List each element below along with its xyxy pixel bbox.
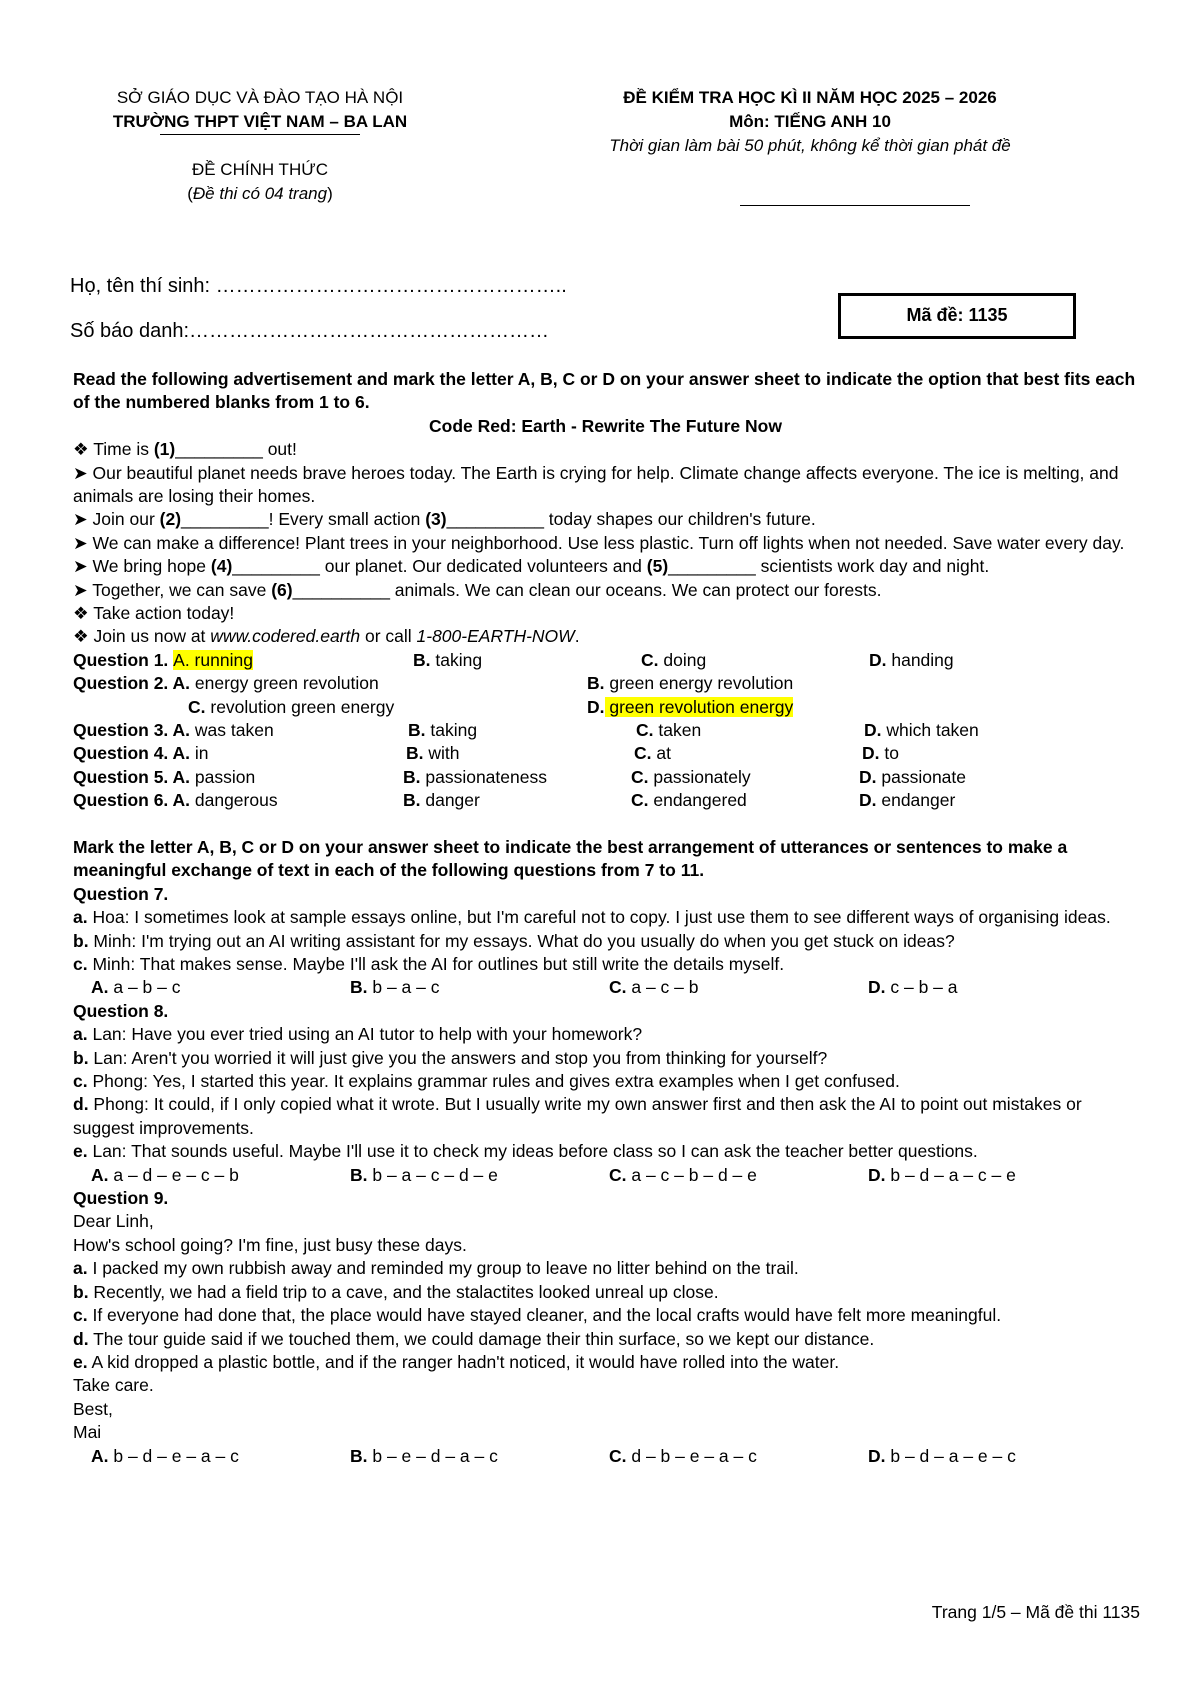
- header-right-rule: [740, 205, 970, 206]
- q8-line-c: [73, 1070, 1138, 1093]
- q2-option-b[interactable]: [587, 672, 1087, 695]
- q1-option-d[interactable]: [869, 649, 1129, 672]
- line-text: If everyone had done that, the place would have stayed cleaner, and the local crafts would have felt more meaningful.: [87, 1305, 1002, 1326]
- option-letter: B.: [403, 766, 421, 787]
- question-2-row-1: [73, 672, 1138, 695]
- q3-option-b[interactable]: [408, 719, 636, 742]
- candidate-name-field: Họ, tên thí sinh: ……………………………………………..: [70, 275, 567, 297]
- q3-option-d[interactable]: [864, 719, 1124, 742]
- option-letter: A.: [91, 1164, 109, 1185]
- line-text: I packed my own rubbish away and reminded my group to leave no litter behind on the trail.: [87, 1258, 799, 1279]
- line-letter: a.: [73, 1258, 88, 1279]
- page-footer: Trang 1/5 – Mã đề thi 1135: [931, 1602, 1140, 1622]
- exam-body: [73, 368, 1138, 1468]
- phone-number: 1-800-EARTH-NOW: [416, 626, 575, 647]
- ad-line-1: [73, 438, 1138, 461]
- q7-line-a: [73, 906, 1138, 929]
- q9-signature: Mai: [73, 1422, 102, 1443]
- line-text: The tour guide said if we touched them, we could damage their thin surface, so we kept our distance.: [88, 1328, 875, 1349]
- q7-option-b[interactable]: [350, 976, 609, 999]
- q1-option-b[interactable]: [413, 649, 641, 672]
- option-letter: D.: [859, 790, 877, 811]
- website-url: www.codered.earth: [210, 626, 361, 647]
- question-6: [73, 789, 1138, 812]
- option-text: taking: [430, 649, 483, 670]
- ad-line-7: ❖ Take action today!: [73, 603, 235, 624]
- ad-text: ➤ We bring hope: [73, 556, 211, 577]
- q2-option-a[interactable]: [73, 672, 587, 695]
- option-letter: C.: [631, 790, 649, 811]
- line-text: Lan: Have you ever tried using an AI tutor to help with your homework?: [87, 1024, 643, 1045]
- q6-option-d[interactable]: [859, 789, 1119, 812]
- ad-line-5: [73, 555, 1138, 578]
- exam-title: ĐỀ KIỂM TRA HỌC KÌ II NĂM HỌC 2025 – 2026: [623, 88, 997, 107]
- advertisement-title: Code Red: Earth - Rewrite The Future Now: [429, 415, 782, 436]
- option-letter: C.: [188, 696, 206, 717]
- q9-line-b: [73, 1281, 1138, 1304]
- question-1: [73, 649, 1138, 672]
- option-letter: D.: [587, 696, 605, 717]
- q9-option-c[interactable]: [609, 1445, 868, 1468]
- line-letter: b.: [73, 1047, 89, 1068]
- header-left-rule: [160, 134, 360, 135]
- ad-text: __________ animals. We can clean our oceans. We can protect our forests.: [292, 579, 882, 600]
- official-label: ĐỀ CHÍNH THỨC: [191, 160, 329, 179]
- option-letter: D.: [869, 649, 887, 670]
- option-letter: C.: [634, 743, 652, 764]
- pages-note: (Đề thi có 04 trang): [187, 184, 333, 203]
- option-letter: D.: [864, 720, 882, 741]
- line-letter: c.: [73, 954, 88, 975]
- line-text: Lan: Aren't you worried it will just give you the answers and stop you from thinking for yourself?: [88, 1047, 828, 1068]
- question-3: [73, 719, 1138, 742]
- option-text: a – c – b – d – e: [626, 1164, 757, 1185]
- option-letter: D.: [868, 1445, 886, 1466]
- line-letter: e.: [73, 1141, 88, 1162]
- option-letter: A.: [172, 743, 191, 764]
- line-text: Hoa: I sometimes look at sample essays online, but I'm careful not to copy. I just use them to see different ways of organising ideas.: [87, 907, 1111, 928]
- school-name: TRƯỜNG THPT VIỆT NAM – BA LAN: [112, 112, 408, 131]
- line-letter: a.: [73, 907, 88, 928]
- ad-line-6: [73, 579, 1138, 602]
- q9-line-e: [73, 1351, 1138, 1374]
- ad-line-4: ➤ We can make a difference! Plant trees in your neighborhood. Use less plastic. Turn off lights when not needed. Save water every day.: [73, 532, 1125, 553]
- pages-note-text: Đề thi có 04 trang: [192, 184, 328, 203]
- q7-option-d[interactable]: [868, 976, 1127, 999]
- option-letter: C.: [641, 649, 659, 670]
- q1-option-c[interactable]: [641, 649, 869, 672]
- q5-option-b[interactable]: [403, 766, 631, 789]
- question-label: Question 5.: [73, 766, 173, 787]
- q8-options: [73, 1164, 1138, 1187]
- ad-text: _________ our planet. Our dedicated volunteers and: [232, 556, 647, 577]
- option-text: which taken: [881, 720, 979, 741]
- option-text: passionateness: [420, 766, 547, 787]
- line-text: Minh: I'm trying out an AI writing assistant for my essays. What do you usually do when you get stuck on ideas?: [88, 930, 955, 951]
- option-letter: C.: [631, 766, 649, 787]
- q3-option-c[interactable]: [636, 719, 864, 742]
- question-label: Question 1.: [73, 649, 174, 670]
- line-letter: c.: [73, 1305, 88, 1326]
- ad-line-3: [73, 508, 1138, 531]
- q9-option-d[interactable]: [868, 1445, 1127, 1468]
- option-text: passionately: [648, 766, 751, 787]
- line-text: A kid dropped a plastic bottle, and if the ranger hadn't noticed, it would have rolled into the water.: [87, 1351, 840, 1372]
- q6-option-a[interactable]: [73, 789, 403, 812]
- q8-option-d[interactable]: [868, 1164, 1127, 1187]
- q4-option-d[interactable]: [862, 742, 1122, 765]
- option-text: c – b – a: [885, 977, 958, 998]
- blank-number: (2): [159, 509, 182, 530]
- q6-option-b[interactable]: [403, 789, 631, 812]
- q4-option-a[interactable]: [73, 742, 406, 765]
- q8-option-b[interactable]: [350, 1164, 609, 1187]
- question-label: Question 2.: [73, 673, 173, 694]
- q5-option-d[interactable]: [859, 766, 1119, 789]
- section2-instruction: Mark the letter A, B, C or D on your answer sheet to indicate the best arrangement of utterances or sentences to make a meaningful exchange of text in each of the following questions from 7 to 11.: [73, 837, 1068, 881]
- blank-number: (6): [271, 579, 293, 600]
- ad-line-8: ❖ Join us now at www.codered.earth or call 1-800-EARTH-NOW.: [73, 626, 580, 647]
- q7-option-a[interactable]: [91, 976, 350, 999]
- ad-text: _________ scientists work day and night.: [668, 556, 990, 577]
- q4-option-b[interactable]: [406, 742, 634, 765]
- question-7-label: Question 7.: [73, 883, 169, 904]
- option-text: energy green revolution: [190, 673, 379, 694]
- option-text: a – c – b: [626, 977, 699, 998]
- subject-name: Môn: TIẾNG ANH 10: [729, 112, 891, 131]
- q7-options: [73, 976, 1138, 999]
- line-letter: c.: [73, 1071, 88, 1092]
- option-text: taking: [425, 720, 478, 741]
- option-letter: C.: [609, 977, 627, 998]
- option-text: was taken: [190, 720, 274, 741]
- ad-text: ❖ Time is: [73, 439, 154, 460]
- line-letter: e.: [73, 1351, 88, 1372]
- ad-text: ➤ Together, we can save: [73, 579, 272, 600]
- highlighted-answer: A. running: [173, 649, 253, 670]
- option-letter: B.: [350, 1445, 368, 1466]
- q5-option-a[interactable]: [73, 766, 403, 789]
- question-2-row-2: [73, 696, 1138, 719]
- option-text: a – b – c: [108, 977, 181, 998]
- option-letter: A.: [172, 720, 191, 741]
- header-left: [60, 86, 460, 206]
- option-text: a – d – e – c – b: [108, 1164, 239, 1185]
- q9-line-d: [73, 1328, 1138, 1351]
- q9-signoff: Best,: [73, 1398, 113, 1419]
- option-letter: D.: [859, 766, 877, 787]
- ad-line-2: ➤ Our beautiful planet needs brave heroes today. The Earth is crying for help. Climate change affects everyone. The ice is melting, and animals are losing their homes.: [73, 462, 1119, 507]
- department-name: SỞ GIÁO DỤC VÀ ĐÀO TẠO HÀ NỘI: [116, 88, 404, 107]
- line-text: Phong: It could, if I only copied what it wrote. But I usually write my own answer first and then ask the AI to point out mistakes or suggest improvements.: [73, 1094, 1082, 1138]
- option-text: with: [423, 743, 460, 764]
- q9-greeting: Dear Linh,: [73, 1211, 154, 1232]
- ad-text: or call: [360, 626, 417, 647]
- line-letter: d.: [73, 1328, 89, 1349]
- option-text: passion: [190, 766, 256, 787]
- q7-line-b: [73, 930, 1138, 953]
- option-text: d – b – e – a – c: [626, 1445, 757, 1466]
- line-letter: a.: [73, 1024, 88, 1045]
- q9-option-a[interactable]: [91, 1445, 350, 1468]
- option-letter: A.: [91, 977, 109, 998]
- q1-option-a[interactable]: [73, 649, 413, 672]
- q7-option-c[interactable]: [609, 976, 868, 999]
- option-text: b – a – c – d – e: [367, 1164, 498, 1185]
- q4-option-c[interactable]: [634, 742, 862, 765]
- option-letter: D.: [868, 977, 886, 998]
- option-text: in: [190, 743, 209, 764]
- option-letter: B.: [350, 1164, 368, 1185]
- option-text: to: [879, 743, 899, 764]
- option-text: passionate: [876, 766, 967, 787]
- q6-option-c[interactable]: [631, 789, 859, 812]
- q9-options: [73, 1445, 1138, 1468]
- option-text: handing: [886, 649, 954, 670]
- option-text: at: [651, 743, 671, 764]
- section1-instruction: Read the following advertisement and mark the letter A, B, C or D on your answer sheet to indicate the option that best fits each of the numbered blanks from 1 to 6.: [73, 369, 1136, 413]
- option-letter: C.: [609, 1164, 627, 1185]
- option-letter: A.: [91, 1445, 109, 1466]
- q5-option-c[interactable]: [631, 766, 859, 789]
- question-label: Question 6.: [73, 790, 173, 811]
- header-right: [540, 86, 1080, 158]
- q8-line-b: [73, 1047, 1138, 1070]
- option-letter: B.: [406, 743, 424, 764]
- option-letter: B.: [587, 673, 605, 694]
- option-text: b – d – a – c – e: [885, 1164, 1016, 1185]
- q9-option-b[interactable]: [350, 1445, 609, 1468]
- option-letter: A.: [172, 790, 191, 811]
- option-text: taken: [653, 720, 702, 741]
- option-text: endanger: [876, 790, 956, 811]
- highlighted-answer: green revolution energy: [604, 696, 794, 717]
- exam-code-box: Mã đề: 1135: [838, 293, 1076, 339]
- line-letter: b.: [73, 1281, 89, 1302]
- line-text: Phong: Yes, I started this year. It explains grammar rules and gives extra examples when I get confused.: [87, 1071, 900, 1092]
- q8-line-a: [73, 1023, 1138, 1046]
- blank-number: (3): [425, 509, 447, 530]
- option-text: green energy revolution: [604, 673, 794, 694]
- q8-line-e: [73, 1140, 1138, 1163]
- option-text: doing: [658, 649, 707, 670]
- line-letter: d.: [73, 1094, 89, 1115]
- ad-text: _________ out!: [175, 439, 297, 460]
- option-letter: B.: [403, 790, 421, 811]
- option-text: b – e – d – a – c: [367, 1445, 498, 1466]
- option-text: danger: [420, 790, 480, 811]
- option-letter: B.: [413, 649, 431, 670]
- q9-closing: Take care.: [73, 1375, 154, 1396]
- line-text: Recently, we had a field trip to a cave, and the stalactites looked unreal up close.: [88, 1281, 719, 1302]
- q2-option-d[interactable]: [587, 696, 1087, 719]
- ad-text: ❖ Join us now at: [73, 626, 211, 647]
- option-text: b – d – a – e – c: [885, 1445, 1016, 1466]
- blank-number: (4): [210, 556, 233, 577]
- q7-line-c: [73, 953, 1138, 976]
- q9-line-a: [73, 1257, 1138, 1280]
- time-note: Thời gian làm bài 50 phút, không kể thời gian phát đề: [609, 136, 1011, 155]
- option-letter: C.: [609, 1445, 627, 1466]
- ad-text: _________! Every small action: [181, 509, 426, 530]
- line-letter: b.: [73, 930, 89, 951]
- q8-option-c[interactable]: [609, 1164, 868, 1187]
- blank-number: (5): [646, 556, 669, 577]
- q9-opening: How's school going? I'm fine, just busy these days.: [73, 1234, 467, 1255]
- option-letter: A.: [172, 673, 191, 694]
- ad-text: __________ today shapes our children's future.: [446, 509, 816, 530]
- ad-text: ➤ Join our: [73, 509, 160, 530]
- candidate-id-field: Số báo danh:………………………………………………: [70, 320, 549, 342]
- option-text: revolution green energy: [205, 696, 395, 717]
- question-9-label: Question 9.: [73, 1188, 169, 1209]
- option-text: endangered: [648, 790, 747, 811]
- line-text: Minh: That makes sense. Maybe I'll ask the AI for outlines but still write the details myself.: [87, 954, 785, 975]
- q3-option-a[interactable]: [73, 719, 408, 742]
- option-letter: A.: [172, 766, 191, 787]
- q9-line-c: [73, 1304, 1138, 1327]
- question-label: Question 3.: [73, 720, 173, 741]
- question-8-label: Question 8.: [73, 1000, 169, 1021]
- option-letter: D.: [862, 743, 880, 764]
- option-letter: B.: [408, 720, 426, 741]
- option-text: dangerous: [190, 790, 278, 811]
- question-4: [73, 742, 1138, 765]
- option-text: b – d – e – a – c: [108, 1445, 239, 1466]
- line-text: Lan: That sounds useful. Maybe I'll use it to check my ideas before class so I can ask the teacher better questions.: [87, 1141, 978, 1162]
- q8-option-a[interactable]: [91, 1164, 350, 1187]
- option-text: b – a – c: [367, 977, 440, 998]
- option-letter: C.: [636, 720, 654, 741]
- question-label: Question 4.: [73, 743, 173, 764]
- option-letter: D.: [868, 1164, 886, 1185]
- option-letter: B.: [350, 977, 368, 998]
- question-5: [73, 766, 1138, 789]
- q2-option-c[interactable]: [73, 696, 587, 719]
- blank-number: (1): [153, 439, 176, 460]
- q8-line-d: [73, 1093, 1138, 1140]
